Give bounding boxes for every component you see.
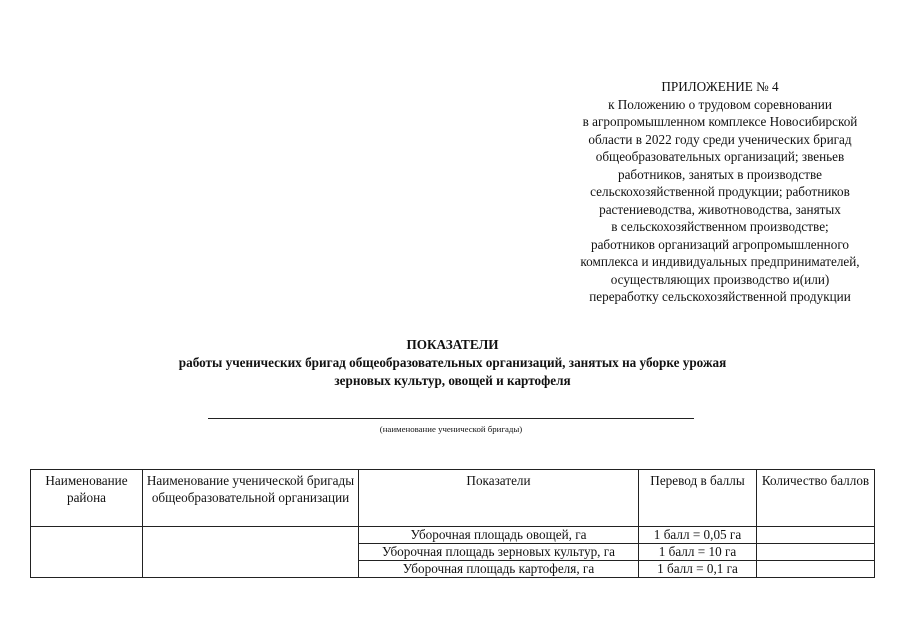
appendix-title: ПРИЛОЖЕНИЕ № 4 — [661, 79, 779, 94]
conversion-cell: 1 балл = 0,1 га — [639, 561, 757, 578]
appendix-line: работников, занятых в производстве — [617, 166, 823, 182]
indicators-table — [30, 469, 875, 578]
points-cell — [757, 561, 875, 578]
appendix-line: области в 2022 году среди ученических бригад — [588, 131, 852, 147]
indicator-cell: Уборочная площадь овощей, га — [359, 527, 639, 544]
header-brigade: Наименование ученической бригады общеобразовательной организации — [143, 470, 359, 527]
brigade-name-line — [208, 418, 694, 419]
conversion-cell: 1 балл = 0,05 га — [639, 527, 757, 544]
brigade-cell — [143, 527, 359, 578]
indicator-cell: Уборочная площадь картофеля, га — [359, 561, 639, 578]
table-row — [31, 527, 875, 544]
table-header-row — [31, 470, 875, 527]
appendix-line: работников организаций агропромышленного — [590, 236, 850, 252]
appendix-line: растениеводства, животноводства, занятых — [599, 201, 841, 217]
header-indicators: Показатели — [359, 470, 639, 527]
appendix-line: к Положению о трудовом соревновании — [608, 96, 832, 112]
appendix-line: в агропромышленном комплексе Новосибирской — [582, 114, 858, 129]
indicator-cell: Уборочная площадь зерновых культур, га — [359, 544, 639, 561]
heading-subtitle-line: работы ученических бригад общеобразовательных организаций, занятых на уборке урожая — [178, 355, 727, 370]
district-cell — [31, 527, 143, 578]
header-district: Наименование района — [31, 470, 143, 527]
header-points: Количество баллов — [757, 470, 875, 527]
heading-title: ПОКАЗАТЕЛИ — [406, 337, 499, 352]
conversion-cell: 1 балл = 10 га — [639, 544, 757, 561]
document-heading — [0, 336, 905, 390]
appendix-line: осуществляющих производство и(или) — [610, 271, 830, 287]
points-cell — [757, 527, 875, 544]
appendix-line: комплекса и индивидуальных предпринимателей, — [580, 254, 860, 269]
appendix-line: переработку сельскохозяйственной продукции — [589, 289, 851, 304]
appendix-line: в сельскохозяйственном производстве; — [611, 219, 829, 234]
appendix-block — [540, 78, 900, 306]
brigade-name-caption: (наименование ученической бригады) — [379, 424, 523, 434]
appendix-line: сельскохозяйственной продукции; работников — [590, 184, 850, 199]
header-conversion: Перевод в баллы — [639, 470, 757, 527]
heading-subtitle-line: зерновых культур, овощей и картофеля — [334, 373, 571, 388]
points-cell — [757, 544, 875, 561]
appendix-line: общеобразовательных организаций; звеньев — [595, 149, 845, 164]
